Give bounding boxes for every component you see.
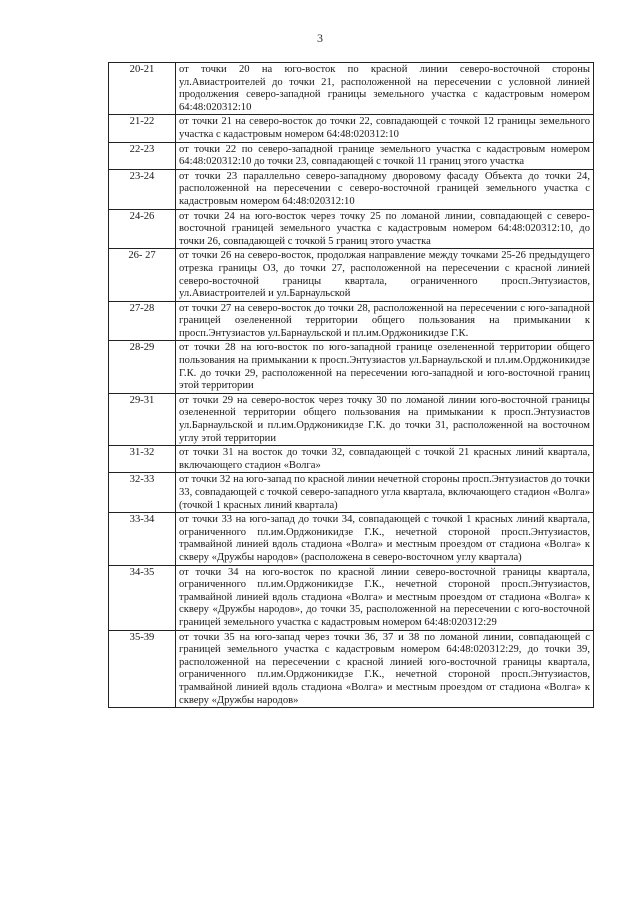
segment-description: от точки 22 по северо-западной границе земельного участка с кадастровым номером 64:48:020312:10 до точки 23, совпадающей с точкой 11 границ этого участка xyxy=(176,142,594,169)
table-row xyxy=(109,115,594,142)
segment-id: 26- 27 xyxy=(109,249,176,301)
segment-description: от точки 23 параллельно северо-западному дворовому фасаду Объекта до точки 24, расположенной на пересечении с северо-восточной границей земельного участка с кадастровым номером 64:48:020312:10 xyxy=(176,169,594,209)
boundary-segments-table xyxy=(108,62,594,708)
segment-description: от точки 24 на юго-восток через точку 25 по ломаной линии, совпадающей с северо-восточной границей земельного участка с кадастровым номером 64:48:020312:10, до точки 26, совпадающей с точкой 5 границ этого участка xyxy=(176,209,594,249)
segment-id: 35-39 xyxy=(109,630,176,708)
table-row xyxy=(109,513,594,565)
segment-description: от точки 35 на юго-запад через точки 36, 37 и 38 по ломаной линии, совпадающей с границей земельного участка с кадастровым номером 64:48:020312:29, до точки 39, расположенной на пересечении с красной линией юго-восточной границы квартала, ограниченного пл.им.Орджоникидзе Г.К., нечетной стороной просп.Энтузиастов, трамвайной линией вдоль стадиона «Волга» и местным проездом от стадиона «Волга» к скверу «Дружбы народов» xyxy=(176,630,594,708)
segment-id: 27-28 xyxy=(109,301,176,341)
segment-id: 31-32 xyxy=(109,446,176,473)
segment-description: от точки 26 на северо-восток, продолжая направление между точками 25-26 предыдущего отрезка границы ОЗ, до точки 27, расположенной на пересечении с красной линией северо-восточной границы квартала, ограниченного просп.Энтузиастов, ул.Авиастроителей и ул.Барнаульской xyxy=(176,249,594,301)
table-row xyxy=(109,446,594,473)
segment-id: 28-29 xyxy=(109,341,176,393)
segment-id: 29-31 xyxy=(109,393,176,445)
segment-id: 32-33 xyxy=(109,473,176,513)
segment-id: 23-24 xyxy=(109,169,176,209)
segment-description: от точки 34 на юго-восток по красной линии северо-восточной границы квартала, ограниченного пл.им.Орджоникидзе Г.К., нечетной стороной просп.Энтузиастов, трамвайной линией вдоль стадиона «Волга» и местным проездом от стадиона «Волга» к скверу «Дружбы народов», до точки 35, расположенной на пересечении с юго-восточной границей земельного участка с кадастровым номером 64:48:020312:29 xyxy=(176,565,594,630)
table-row xyxy=(109,630,594,708)
segment-description: от точки 32 на юго-запад по красной линии нечетной стороны просп.Энтузиастов до точки 33, совпадающей с точкой северо-западного угла квартала, включающего стадион «Волга» (точкой 1 красных линий квартала) xyxy=(176,473,594,513)
table-row xyxy=(109,341,594,393)
segment-description: от точки 31 на восток до точки 32, совпадающей с точкой 21 красных линий квартала, включающего стадион «Волга» xyxy=(176,446,594,473)
segment-id: 34-35 xyxy=(109,565,176,630)
segment-description: от точки 29 на северо-восток через точку 30 по ломаной линии юго-восточной границы озелененной территории общего пользования на примыкании к просп.Энтузиастов ул.Барнаульской и пл.им.Орджоникидзе Г.К. до точки 31, расположенной на восточном углу этой территории xyxy=(176,393,594,445)
page-number: 3 xyxy=(317,31,323,45)
table-row xyxy=(109,301,594,341)
segment-id: 24-26 xyxy=(109,209,176,249)
segment-description: от точки 28 на юго-восток по юго-западной границе озелененной территории общего пользования на примыкании к просп.Энтузиастов ул.Барнаульской и пл.им.Орджоникидзе Г.К. до точки 29, расположенной на пересечении юго-западной и юго-восточной границ этой территории xyxy=(176,341,594,393)
segment-description: от точки 20 на юго-восток по красной линии северо-восточной стороны ул.Авиастроителей до точки 21, расположенной на пересечении с условной линией продолжения северо-западной границы земельного участка с кадастровым номером 64:48:020312:10 xyxy=(176,63,594,115)
segment-description: от точки 21 на северо-восток до точки 22, совпадающей с точкой 12 границы земельного участка с кадастровым номером 64:48:020312:10 xyxy=(176,115,594,142)
table-row xyxy=(109,209,594,249)
segment-description: от точки 27 на северо-восток до точки 28, расположенной на пересечении с юго-западной границей озелененной территории общего пользования на примыкании к просп.Энтузиастов ул.Барнаульской и пл.им.Орджоникидзе Г.К. xyxy=(176,301,594,341)
table-row xyxy=(109,565,594,630)
table-row xyxy=(109,473,594,513)
table-row xyxy=(109,393,594,445)
segment-id: 33-34 xyxy=(109,513,176,565)
segment-id: 22-23 xyxy=(109,142,176,169)
table-row xyxy=(109,63,594,115)
table-row xyxy=(109,169,594,209)
table-row xyxy=(109,249,594,301)
segment-description: от точки 33 на юго-запад до точки 34, совпадающей с точкой 1 красных линий квартала, ограниченного пл.им.Орджоникидзе Г.К., нечетной стороной просп.Энтузиастов, трамвайной линией вдоль стадиона «Волга» и местным проездом от стадиона «Волга» к скверу «Дружбы народов» (расположена в северо-восточном углу квартала) xyxy=(176,513,594,565)
segment-id: 20-21 xyxy=(109,63,176,115)
segment-id: 21-22 xyxy=(109,115,176,142)
table-row xyxy=(109,142,594,169)
